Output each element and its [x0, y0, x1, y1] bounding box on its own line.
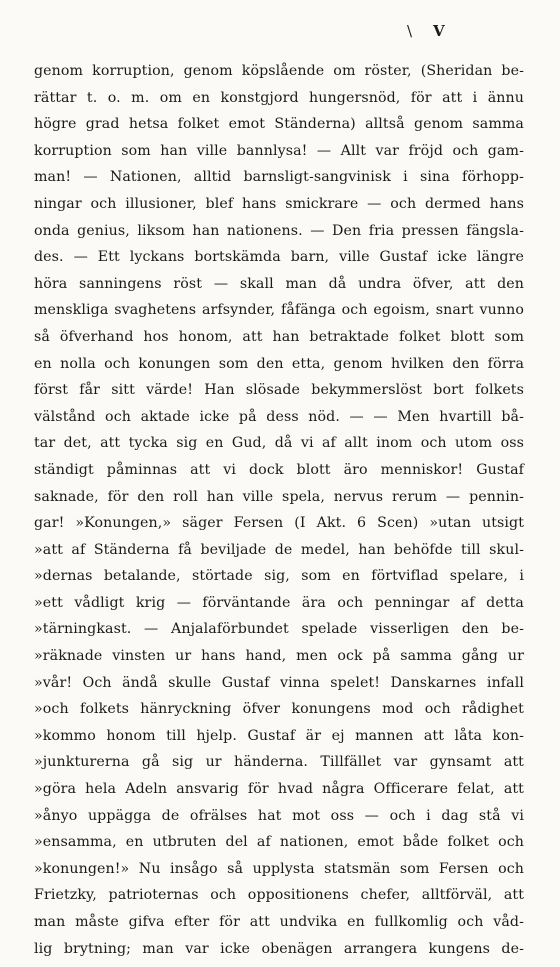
text-line: Frietzky, patrioternas och oppositionens chefer, alltförväl, att: [34, 887, 524, 904]
text-line: så öfverhand hos honom, att han betraktade folket blott som: [34, 328, 524, 345]
text-line: »ett vådligt krig — förväntande ära och penningar af detta: [34, 594, 524, 611]
text-line: man! — Nationen, alltid barnsligt-sangvinisk i sina förhopp-: [34, 169, 524, 186]
text-line: man måste gifva efter för att undvika en fullkomlig och våd-: [34, 914, 524, 930]
text-line: onda genius, liksom han nationens. — Den fria pressen fängsla-: [34, 222, 524, 239]
text-line: ningar och illusioner, blef hans smickrare — och dermed hans: [34, 195, 524, 212]
text-line: »junkturerna gå sig ur händerna. Tillfället var gynsamt att: [34, 754, 524, 771]
page-header: [0, 22, 560, 48]
text-line: menskliga svaghetens arfsynder, fåfänga och egoism, snart vunno: [34, 302, 524, 319]
text-line: »att af Ständerna få beviljade de medel, han behöfde till skul-: [34, 541, 524, 558]
text-line: »ensamma, en utbruten del af nationen, emot både folket och: [34, 834, 524, 851]
text-line: gar! »Konungen,» säger Fersen (I Akt. 6 Scen) »utan utsigt: [34, 515, 524, 532]
body-text: [34, 58, 524, 962]
text-line: först får sitt värde! Han slösade bekymmerslöst bort folkets: [34, 382, 524, 399]
text-line: höra sanningens röst — skall man då undra öfver, att den: [34, 275, 524, 292]
text-line: »konungen!» Nu insågo så upplysta statsmän som Fersen och: [34, 860, 524, 877]
text-line: en nolla och konungen som den etta, genom hvilken den förra: [34, 355, 524, 372]
text-line: »och folkets hänryckning öfver konungens mod och rådighet: [34, 701, 524, 718]
text-line: des. — Ett lyckans bortskämda barn, ville Gustaf icke längre: [34, 249, 524, 266]
text-line: »tärningkast. — Anjalaförbundet spelade visserligen den be-: [34, 621, 524, 638]
text-line: »göra hela Adeln ansvarig för hvad några Officerare felat, att: [34, 781, 524, 798]
text-line: tar det, att tycka sig en Gud, då vi af allt inom och utom oss: [34, 435, 524, 452]
text-line: genom korruption, genom köpslående om röster, (Sheridan be-: [34, 63, 524, 79]
text-line: »ånyo uppägga de ofrälses hat mot oss — och i dag stå vi: [34, 807, 524, 824]
text-line: ständigt påminnas att vi dock blott äro menniskor! Gustaf: [34, 461, 524, 478]
text-line: saknade, för den roll han ville spela, nervus rerum — pennin-: [34, 488, 524, 505]
text-line: lig brytning; man var icke obenägen arrangera kungens de-: [34, 940, 524, 957]
text-line: »kommo honom till hjelp. Gustaf är ej mannen att låta kon-: [34, 727, 524, 744]
text-line: »räknade vinsten ur hans hand, men ock på samma gång ur: [34, 648, 524, 665]
text-line: »vår! Och ändå skulle Gustaf vinna spelet! Danskarnes infall: [34, 674, 524, 691]
text-line: högre grad hetsa folket emot Ständerna) alltså genom samma: [34, 116, 524, 133]
signature-mark: V: [433, 22, 445, 40]
text-line: rättar t. o. m. om en konstgjord hungersnöd, för att i ännu: [34, 89, 524, 106]
text-line: välstånd och aktade icke på dess nöd. — — Men hvartill bå-: [34, 408, 524, 425]
folio-mark: \: [407, 22, 413, 40]
text-line: korruption som han ville bannlysa! — Allt var fröjd och gam-: [34, 142, 524, 159]
text-line: »dernas betalande, störtade sig, som en förtviflad spelare, i: [34, 568, 524, 585]
